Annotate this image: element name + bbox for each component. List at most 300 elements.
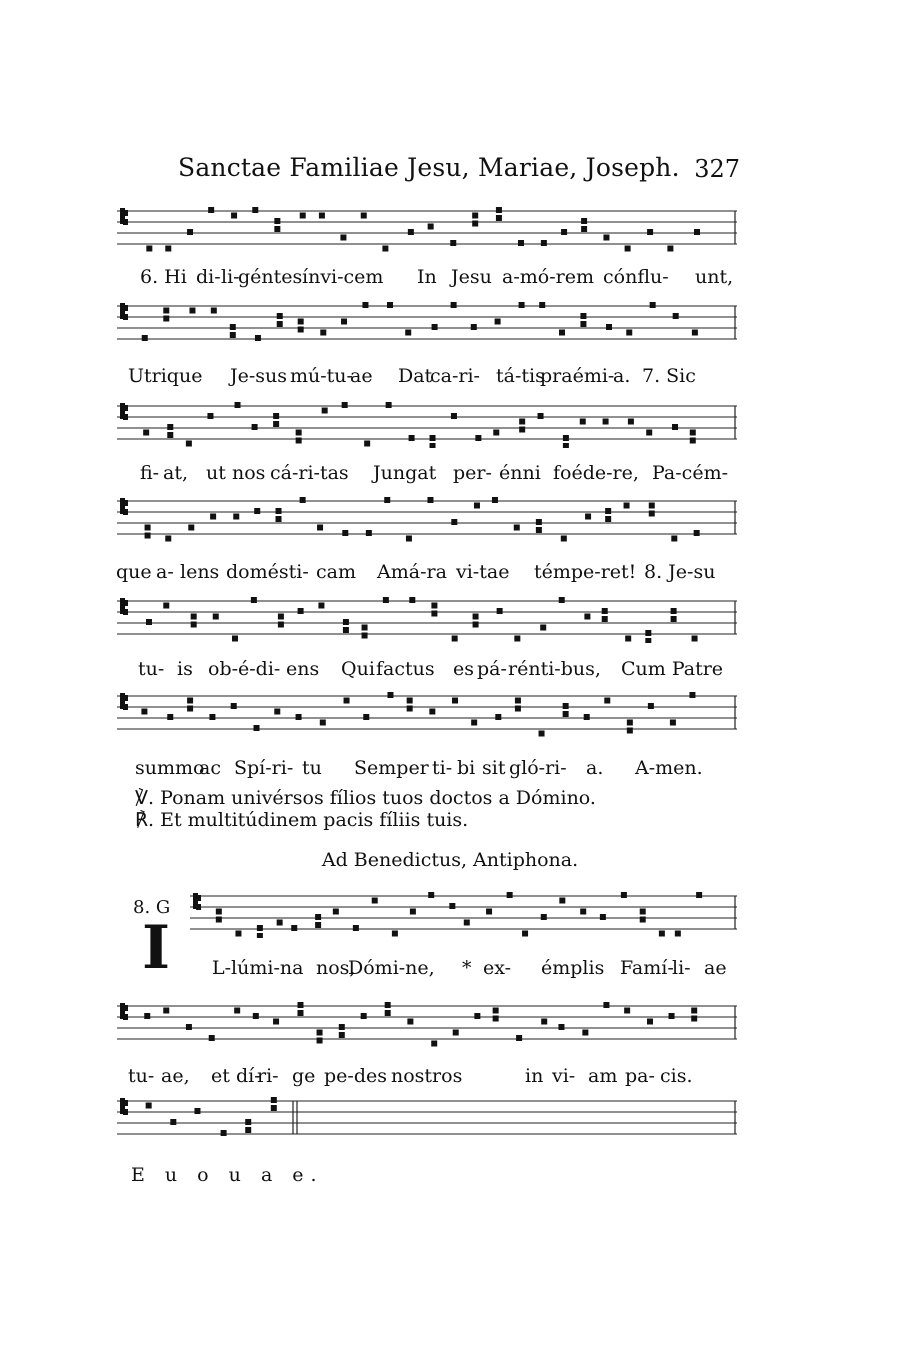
neume-note — [452, 636, 458, 642]
lyric-syllable: foéde-re, — [553, 462, 639, 484]
chant-staff-2 — [117, 300, 737, 348]
neume-note — [675, 931, 681, 937]
running-title: Sanctae Familiae Jesu, Mariae, Joseph. — [178, 153, 680, 182]
lyric-syllable: di- — [196, 266, 221, 288]
neume-note — [541, 1019, 547, 1025]
lyric-syllable: unt, — [695, 266, 734, 288]
neume-note — [343, 627, 349, 633]
lyric-syllable: ri- — [257, 1065, 279, 1087]
neume-note — [252, 424, 258, 430]
neume-note — [274, 218, 280, 224]
lyric-syllable: ca-ri- — [430, 365, 480, 387]
neume-note — [431, 611, 437, 617]
neume-note — [372, 898, 378, 904]
neume-note — [319, 213, 325, 219]
lyric-syllable: nostros — [391, 1065, 463, 1087]
neume-note — [235, 402, 241, 408]
chant-staff-5 — [117, 595, 737, 643]
neume-note — [273, 421, 279, 427]
lyric-syllable: per- — [453, 462, 492, 484]
neume-note — [344, 698, 350, 704]
neume-note — [165, 246, 171, 252]
neume-note — [672, 424, 678, 430]
lyric-syllable: cis. — [660, 1065, 693, 1087]
lyric-syllable: Cum Patre — [621, 658, 724, 680]
neume-note — [606, 324, 612, 330]
versicle-r: ℟. Et multitúdinem pacis fíliis tuis. — [135, 809, 469, 831]
neume-note — [317, 1038, 323, 1044]
neume-note — [317, 525, 323, 531]
lyric-syllable: is — [177, 658, 193, 680]
neume-note — [145, 533, 151, 539]
neume-note — [209, 714, 215, 720]
neume-note — [671, 616, 677, 622]
lyric-syllable: ut — [206, 462, 226, 484]
lyric-syllable: ob-é-di- — [208, 658, 281, 680]
neume-note — [627, 720, 633, 726]
neume-note — [230, 332, 236, 338]
neume-note — [473, 622, 479, 628]
neume-note — [167, 424, 173, 430]
lyric-syllable: que — [116, 561, 152, 583]
neume-note — [449, 903, 455, 909]
neume-note — [333, 909, 339, 915]
neume-note — [507, 892, 513, 898]
neume-note — [300, 213, 306, 219]
neume-note — [252, 207, 258, 213]
lyric-syllable: * — [462, 957, 472, 979]
neume-note — [691, 1008, 697, 1014]
neume-note — [145, 525, 151, 531]
neume-note — [142, 335, 148, 341]
neume-note — [230, 324, 236, 330]
neume-note — [189, 308, 195, 314]
neume-note — [696, 892, 702, 898]
neume-note — [318, 603, 324, 609]
neume-note — [254, 508, 260, 514]
neume-note — [163, 308, 169, 314]
lyric-syllable: pe-des — [324, 1065, 387, 1087]
lyric-syllable: cónflu- — [603, 266, 669, 288]
lyric-syllable: ae — [704, 957, 727, 979]
neume-note — [559, 898, 565, 904]
lyric-syllable: ínvi-cem — [302, 266, 384, 288]
neume-note — [563, 435, 569, 441]
lyric-syllable: Dómi-ne, — [348, 957, 435, 979]
lyric-syllable: énni — [499, 462, 541, 484]
lyric-syllable: sit — [482, 757, 506, 779]
neume-note — [563, 711, 569, 717]
neume-note — [451, 413, 457, 419]
neume-note — [626, 330, 632, 336]
neume-note — [251, 597, 257, 603]
neume-note — [473, 614, 479, 620]
neume-note — [581, 226, 587, 232]
chant-staff-3 — [117, 400, 737, 448]
neume-note — [559, 330, 565, 336]
neume-note — [163, 1008, 169, 1014]
neume-note — [486, 909, 492, 915]
mode-label: 8. G — [133, 897, 171, 918]
lyric-syllable: témpe-ret! — [534, 561, 637, 583]
lyric-syllable: ex- — [483, 957, 512, 979]
neume-note — [518, 240, 524, 246]
neume-note — [492, 497, 498, 503]
neume-note — [645, 638, 651, 643]
lyric-syllable: Pa-cém- — [652, 462, 728, 484]
neume-note — [362, 302, 368, 308]
neume-note — [231, 703, 237, 709]
neume-note — [646, 430, 652, 436]
neume-note — [209, 1035, 215, 1041]
neume-note — [514, 636, 520, 642]
neume-note — [407, 1019, 413, 1025]
lyric-syllable: a. — [613, 365, 631, 387]
neume-note — [221, 1130, 227, 1136]
neume-note — [384, 497, 390, 503]
neume-note — [257, 933, 263, 938]
neume-note — [233, 514, 239, 520]
page-header — [178, 153, 740, 193]
neume-note — [694, 229, 700, 235]
lyric-syllable: vi- — [552, 1065, 576, 1087]
neume-note — [211, 308, 217, 314]
neume-note — [296, 438, 302, 444]
neume-note — [187, 706, 193, 712]
neume-note — [410, 909, 416, 915]
neume-note — [624, 1008, 630, 1014]
neume-note — [515, 706, 521, 712]
neume-note — [170, 1119, 176, 1125]
neume-note — [625, 246, 631, 252]
neume-note — [385, 1010, 391, 1016]
lyric-syllable: tu- — [128, 1065, 155, 1087]
neume-note — [450, 240, 456, 246]
neume-note — [276, 516, 282, 522]
neume-note — [493, 1008, 499, 1014]
lyric-syllable: in — [525, 1065, 544, 1087]
lyric-syllable: bi — [457, 757, 476, 779]
lyric-syllable: L-lúmi-na — [212, 957, 304, 979]
lyric-syllable: a. — [586, 757, 604, 779]
neume-note — [474, 1013, 480, 1019]
lyric-syllable: lens — [180, 561, 220, 583]
neume-note — [298, 608, 304, 614]
neume-note — [297, 1010, 303, 1016]
neume-note — [540, 625, 546, 631]
lyric-syllable: pá- — [477, 658, 507, 680]
neume-note — [235, 931, 241, 937]
neume-note — [536, 527, 542, 533]
neume-note — [253, 1013, 259, 1019]
lyric-syllable: nos — [232, 462, 266, 484]
neume-note — [582, 1030, 588, 1036]
neume-note — [496, 215, 502, 221]
neume-note — [341, 319, 347, 325]
neume-note — [362, 625, 368, 631]
neume-note — [475, 435, 481, 441]
neume-note — [493, 430, 499, 436]
lyric-syllable: at, — [163, 462, 189, 484]
neume-note — [409, 597, 415, 603]
neume-note — [603, 235, 609, 241]
neume-note — [232, 636, 238, 642]
neume-note — [495, 714, 501, 720]
neume-note — [386, 402, 392, 408]
neume-note — [298, 327, 304, 333]
neume-note — [366, 530, 372, 536]
neume-note — [167, 432, 173, 438]
neume-note — [339, 1024, 345, 1030]
neume-note — [645, 630, 651, 636]
neume-note — [472, 221, 478, 227]
neume-note — [563, 703, 569, 709]
lyric-syllable: tu — [302, 757, 322, 779]
neume-note — [405, 330, 411, 336]
lyric-syllable: ae — [350, 365, 373, 387]
lyric-syllable: praémi- — [540, 365, 615, 387]
lyric-syllable: summo — [135, 757, 205, 779]
neume-note — [539, 731, 545, 737]
neume-note — [296, 714, 302, 720]
neume-note — [659, 931, 665, 937]
neume-note — [541, 240, 547, 246]
neume-note — [428, 224, 434, 230]
lyric-syllable: 8. Je-su — [644, 561, 716, 583]
neume-note — [474, 503, 480, 509]
neume-note — [387, 692, 393, 698]
neume-note — [671, 536, 677, 542]
neume-note — [689, 692, 695, 698]
neume-note — [600, 914, 606, 920]
neume-note — [538, 413, 544, 419]
neume-note — [141, 709, 147, 715]
neume-note — [464, 920, 470, 926]
neume-note — [432, 324, 438, 330]
neume-note — [580, 909, 586, 915]
neume-note — [541, 914, 547, 920]
neume-note — [273, 1019, 279, 1025]
neume-note — [625, 636, 631, 642]
neume-note — [431, 1041, 437, 1047]
neume-note — [231, 213, 237, 219]
neume-note — [245, 1127, 251, 1133]
lyric-syllable: Jesu — [451, 266, 492, 288]
neume-note — [187, 229, 193, 235]
page-number: 327 — [694, 155, 740, 183]
neume-note — [628, 419, 634, 425]
neume-note — [428, 892, 434, 898]
neume-note — [605, 508, 611, 514]
neume-note — [627, 728, 633, 734]
neume-note — [361, 213, 367, 219]
neume-note — [165, 536, 171, 542]
neume-note — [585, 514, 591, 520]
lyric-syllable: Famí- — [620, 957, 674, 979]
neume-note — [392, 931, 398, 937]
neume-note — [207, 413, 213, 419]
lyric-syllable: émplis — [541, 957, 605, 979]
euouae-text: E u o u a e. — [131, 1164, 324, 1186]
neume-note — [291, 925, 297, 931]
neume-note — [274, 226, 280, 232]
antiphon-staff-1 — [190, 890, 737, 938]
neume-note — [667, 246, 673, 252]
neume-note — [340, 235, 346, 241]
lyric-syllable: ge — [292, 1065, 316, 1087]
neume-note — [580, 321, 586, 327]
neume-note — [353, 925, 359, 931]
lyric-syllable: gló-ri- — [509, 757, 567, 779]
neume-note — [407, 706, 413, 712]
neume-note — [493, 1016, 499, 1022]
neume-note — [451, 519, 457, 525]
neume-note — [163, 603, 169, 609]
lyric-syllable: factus — [376, 658, 435, 680]
lyric-syllable: In — [417, 266, 437, 288]
neume-note — [670, 720, 676, 726]
neume-note — [167, 714, 173, 720]
neume-note — [408, 229, 414, 235]
neume-note — [673, 313, 679, 319]
versicle-v: ℣. Ponam univérsos fílios tuos doctos a Dómino. — [135, 787, 596, 809]
neume-note — [320, 330, 326, 336]
neume-note — [144, 1013, 150, 1019]
neume-note — [559, 597, 565, 603]
neume-note — [387, 302, 393, 308]
neume-note — [187, 698, 193, 704]
neume-note — [143, 430, 149, 436]
lyric-syllable: Je-sus — [230, 365, 288, 387]
neume-note — [669, 1013, 675, 1019]
neume-note — [322, 408, 328, 414]
neume-note — [210, 514, 216, 520]
neume-note — [451, 302, 457, 308]
lyric-syllable: mú-tu- — [290, 365, 353, 387]
neume-note — [516, 1035, 522, 1041]
lyric-syllable: A-men. — [635, 757, 703, 779]
neume-note — [692, 636, 698, 642]
neume-note — [339, 1032, 345, 1038]
neume-note — [277, 313, 283, 319]
neume-note — [273, 413, 279, 419]
lyric-syllable: vi-tae — [456, 561, 510, 583]
neume-note — [519, 427, 525, 433]
lyric-syllable: Amá-ra — [377, 561, 447, 583]
lyric-syllable: cam — [316, 561, 356, 583]
lyric-syllable: Spí-ri- — [234, 757, 294, 779]
neume-note — [257, 925, 263, 931]
neume-note — [471, 324, 477, 330]
neume-note — [278, 622, 284, 628]
neume-note — [649, 511, 655, 517]
neume-note — [519, 419, 525, 425]
neume-note — [472, 213, 478, 219]
neume-note — [146, 1103, 152, 1109]
neume-note — [603, 419, 609, 425]
neume-note — [274, 709, 280, 715]
lyric-syllable: a-mó-rem — [502, 266, 594, 288]
neume-note — [315, 914, 321, 920]
neume-note — [300, 497, 306, 503]
neume-note — [522, 931, 528, 937]
neume-note — [621, 892, 627, 898]
neume-note — [362, 633, 368, 639]
lyric-syllable: li- — [221, 266, 240, 288]
neume-note — [255, 335, 261, 341]
neume-note — [276, 508, 282, 514]
neume-note — [194, 1108, 200, 1114]
neume-note — [208, 207, 214, 213]
neume-note — [278, 614, 284, 620]
neume-note — [649, 503, 655, 509]
neume-note — [163, 316, 169, 322]
neume-note — [690, 438, 696, 444]
neume-note — [452, 698, 458, 704]
neume-note — [320, 720, 326, 726]
neume-note — [191, 622, 197, 628]
neume-note — [602, 608, 608, 614]
neume-note — [361, 1013, 367, 1019]
neume-note — [561, 536, 567, 542]
neume-note — [495, 319, 501, 325]
lyric-syllable: a- — [156, 561, 174, 583]
neume-note — [496, 207, 502, 213]
lyric-syllable: fi- — [140, 462, 160, 484]
neume-note — [604, 698, 610, 704]
lyric-syllable: et — [211, 1065, 230, 1087]
neume-note — [691, 1016, 697, 1022]
neume-note — [624, 503, 630, 509]
neume-note — [298, 319, 304, 325]
neume-note — [406, 536, 412, 542]
neume-note — [647, 229, 653, 235]
neume-note — [563, 443, 569, 448]
antiphon-staff-2 — [117, 1000, 737, 1048]
neume-note — [584, 714, 590, 720]
lyric-syllable: dí- — [236, 1065, 261, 1087]
neume-note — [561, 229, 567, 235]
antiphon-title: Ad Benedictus, Antiphona. — [321, 849, 579, 871]
neume-note — [580, 419, 586, 425]
neume-note — [580, 313, 586, 319]
neume-note — [245, 1119, 251, 1125]
lyric-syllable: rénti-bus, — [508, 658, 601, 680]
lyric-syllable: 6. Hi — [140, 266, 187, 288]
neume-note — [648, 703, 654, 709]
neume-note — [519, 302, 525, 308]
neume-note — [186, 1024, 192, 1030]
neume-note — [254, 725, 260, 731]
lyric-syllable: domésti- — [226, 561, 309, 583]
neume-note — [650, 302, 656, 308]
neume-note — [342, 530, 348, 536]
lyric-syllable: es — [453, 658, 474, 680]
lyric-syllable: Dat — [398, 365, 433, 387]
neume-note — [407, 698, 413, 704]
lyric-syllable: li- — [672, 957, 691, 979]
neume-note — [364, 441, 370, 447]
neume-note — [382, 246, 388, 252]
lyric-syllable: Utrique — [128, 365, 203, 387]
neume-note — [430, 435, 436, 441]
neume-note — [277, 321, 283, 327]
neume-note — [385, 1002, 391, 1008]
neume-note — [383, 597, 389, 603]
neume-note — [363, 714, 369, 720]
neume-note — [690, 430, 696, 436]
neume-note — [234, 1008, 240, 1014]
